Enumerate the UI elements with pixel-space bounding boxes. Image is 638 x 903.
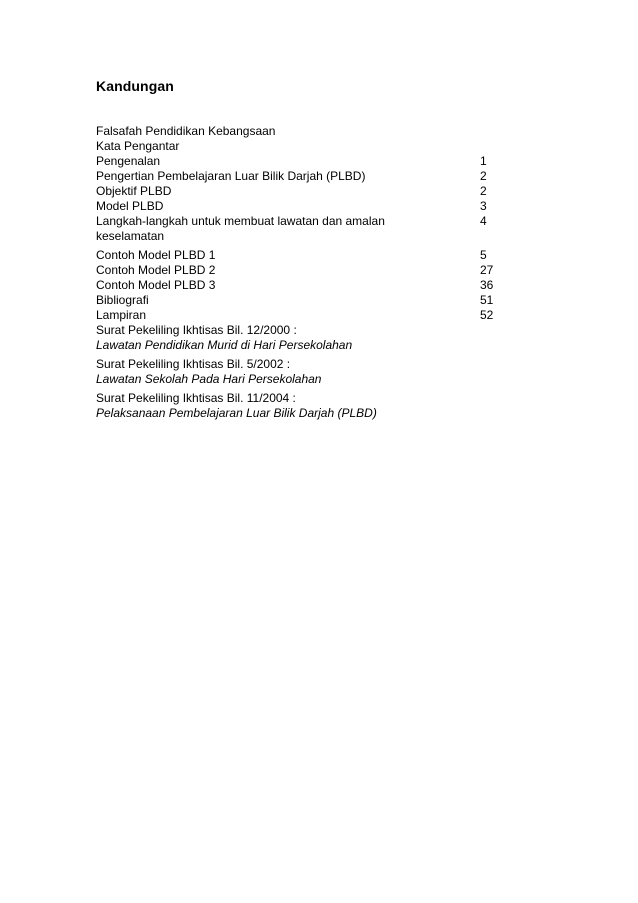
toc-entry-text: Lampiran [96,308,147,322]
toc-entry-page: 4 [480,214,487,228]
table-of-contents [96,124,516,421]
circular-ref-text: Surat Pekeliling Ikhtisas Bil. 11/2004 : [96,391,296,405]
toc-entry-text: Langkah-langkah untuk membuat lawatan dan amalan keselamatan [96,214,385,243]
toc-entry-text: Bibliografi [96,293,149,307]
toc-entry [96,154,516,169]
toc-entry [96,248,516,263]
toc-entry-text: Kata Pengantar [96,139,180,153]
toc-entry-page: 51 [480,293,494,307]
toc-entry-page: 1 [480,154,487,168]
toc-entry-page: 2 [480,184,487,198]
toc-entry-text: Contoh Model PLBD 3 [96,278,216,292]
circular-subject-text: Lawatan Sekolah Pada Hari Persekolahan [96,372,322,386]
toc-entry-page: 27 [480,263,494,277]
toc-entry-text: Objektif PLBD [96,184,172,198]
circular-subject-text: Lawatan Pendidikan Murid di Hari Persekolahan [96,338,353,352]
toc-entry [96,263,516,278]
circular-subject-text: Pelaksanaan Pembelajaran Luar Bilik Darjah (PLBD) [96,406,377,420]
circular-ref [96,391,516,406]
circular-ref [96,357,516,372]
circular-ref-text: Surat Pekeliling Ikhtisas Bil. 5/2002 : [96,357,291,371]
circular-ref-text: Surat Pekeliling Ikhtisas Bil. 12/2000 : [96,323,297,337]
toc-entry-page: 36 [480,278,494,292]
toc-entry [96,139,516,154]
toc-entry-text: Pengenalan [96,154,161,168]
toc-entry-text: Falsafah Pendidikan Kebangsaan [96,124,276,138]
toc-entry [96,278,516,293]
toc-entry-page: 5 [480,248,487,262]
circular-subject [96,372,516,387]
toc-entry [96,293,516,308]
circular-subject [96,338,516,353]
toc-entry [96,214,516,244]
page-title: Kandungan [96,78,174,94]
toc-entry-page: 52 [480,308,494,322]
circular-ref [96,323,516,338]
toc-entry-text: Model PLBD [96,199,164,213]
toc-entry [96,308,516,323]
toc-entry [96,184,516,199]
toc-entry [96,199,516,214]
toc-entry-text: Contoh Model PLBD 1 [96,248,216,262]
toc-entry-page: 2 [480,169,487,183]
toc-entry-page: 3 [480,199,487,213]
toc-entry-text: Pengertian Pembelajaran Luar Bilik Darjah (PLBD) [96,169,366,183]
toc-entry [96,124,516,139]
circular-subject [96,406,516,421]
toc-entry [96,169,516,184]
toc-entry-text: Contoh Model PLBD 2 [96,263,216,277]
